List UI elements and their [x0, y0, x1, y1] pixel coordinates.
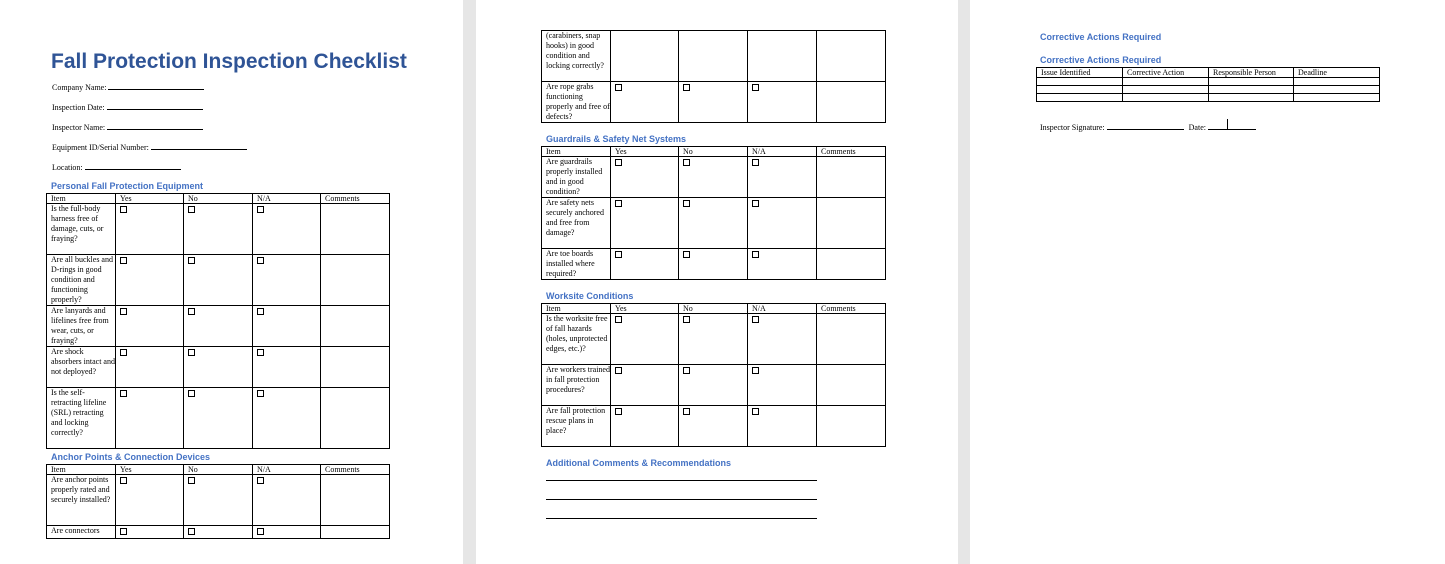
- column-header-no: No: [679, 304, 748, 314]
- no-checkbox[interactable]: [188, 528, 195, 535]
- section-heading-worksite: Worksite Conditions: [546, 291, 634, 301]
- comments-cell[interactable]: [321, 526, 390, 539]
- column-header-comments: Comments: [817, 304, 886, 314]
- column-header-comments: Comments: [321, 465, 390, 475]
- table-row: [542, 406, 886, 447]
- table-row: [47, 255, 390, 306]
- person-cell[interactable]: [1209, 78, 1294, 86]
- table-header-row: [47, 194, 390, 204]
- column-header-yes: Yes: [611, 304, 679, 314]
- table-row: [47, 475, 390, 526]
- na-checkbox[interactable]: [257, 528, 264, 535]
- section-heading-anchor: Anchor Points & Connection Devices: [51, 452, 211, 462]
- document-page-1: [0, 0, 463, 564]
- yes-checkbox[interactable]: [615, 251, 622, 258]
- column-header-yes: Yes: [611, 147, 679, 157]
- inspector-name-field: [52, 122, 203, 132]
- yes-cell[interactable]: [611, 31, 679, 82]
- inspector-signature-label: Inspector Signature:: [1040, 123, 1105, 132]
- field-label: Location:: [52, 163, 83, 172]
- comments-cell[interactable]: [321, 306, 390, 347]
- corrective-actions-table: [1036, 67, 1380, 102]
- column-header-corrective-action: Corrective Action: [1123, 68, 1209, 78]
- yes-checkbox[interactable]: [615, 84, 622, 91]
- item-text: Is the full-body harness free of damage, cuts, or fraying?: [47, 204, 116, 255]
- inspection-date-field: [52, 102, 203, 112]
- comments-cell[interactable]: [321, 388, 390, 449]
- table-row: [47, 388, 390, 449]
- table-row: [542, 314, 886, 365]
- table-row: [542, 365, 886, 406]
- column-header-yes: Yes: [116, 465, 184, 475]
- table-row: [1037, 86, 1380, 94]
- comments-cell[interactable]: [321, 475, 390, 526]
- item-text: Are rope grabs functioning properly and free of defects?: [542, 82, 611, 123]
- document-page-3: [970, 0, 1445, 564]
- yes-checkbox[interactable]: [120, 206, 127, 213]
- table-header-row: [542, 304, 886, 314]
- yes-checkbox[interactable]: [615, 159, 622, 166]
- no-checkbox[interactable]: [683, 408, 690, 415]
- column-header-item: Item: [47, 465, 116, 475]
- table-row: [542, 249, 886, 280]
- column-header-item: Item: [542, 304, 611, 314]
- yes-checkbox[interactable]: [615, 200, 622, 207]
- na-checkbox[interactable]: [257, 257, 264, 264]
- no-cell[interactable]: [679, 31, 748, 82]
- na-checkbox[interactable]: [752, 367, 759, 374]
- location-field: [52, 162, 181, 172]
- column-header-yes: Yes: [116, 194, 184, 204]
- anchor-points-table-continued: [541, 30, 886, 123]
- item-text: Are shock absorbers intact and not deployed?: [47, 347, 116, 388]
- column-header-item: Item: [47, 194, 116, 204]
- field-label: Inspection Date:: [52, 103, 105, 112]
- na-checkbox[interactable]: [257, 349, 264, 356]
- column-header-na: N/A: [748, 147, 817, 157]
- text-cursor: [1227, 119, 1228, 130]
- no-checkbox[interactable]: [683, 367, 690, 374]
- deadline-cell[interactable]: [1294, 78, 1380, 86]
- blank-line: [107, 122, 203, 130]
- column-header-responsible-person: Responsible Person: [1209, 68, 1294, 78]
- item-text: (carabiners, snap hooks) in good condition and locking correctly?: [542, 31, 611, 82]
- yes-checkbox[interactable]: [120, 257, 127, 264]
- table-row: [1037, 94, 1380, 102]
- na-checkbox[interactable]: [257, 390, 264, 397]
- column-header-deadline: Deadline: [1294, 68, 1380, 78]
- blank-line: [107, 102, 203, 110]
- column-header-no: No: [184, 194, 253, 204]
- deadline-cell[interactable]: [1294, 86, 1380, 94]
- item-text: Are connectors: [47, 526, 116, 539]
- table-row: [1037, 78, 1380, 86]
- comment-line-3[interactable]: [546, 518, 817, 519]
- section-heading-personal: Personal Fall Protection Equipment: [51, 181, 204, 191]
- blank-line: [85, 162, 181, 170]
- no-checkbox[interactable]: [188, 390, 195, 397]
- na-checkbox[interactable]: [752, 316, 759, 323]
- signature-line: [1040, 122, 1256, 132]
- column-header-na: N/A: [253, 194, 321, 204]
- action-cell[interactable]: [1123, 78, 1209, 86]
- issue-cell[interactable]: [1037, 78, 1123, 86]
- date-blank[interactable]: [1208, 122, 1256, 130]
- no-checkbox[interactable]: [188, 257, 195, 264]
- yes-checkbox[interactable]: [615, 367, 622, 374]
- column-header-no: No: [184, 465, 253, 475]
- no-checkbox[interactable]: [188, 308, 195, 315]
- item-text: Are lanyards and lifelines free from wear, cuts, or fraying?: [47, 306, 116, 347]
- person-cell[interactable]: [1209, 86, 1294, 94]
- comments-cell[interactable]: [321, 255, 390, 306]
- blank-line: [108, 82, 204, 90]
- column-header-item: Item: [542, 147, 611, 157]
- table-row: [47, 306, 390, 347]
- no-checkbox[interactable]: [188, 206, 195, 213]
- yes-checkbox[interactable]: [120, 528, 127, 535]
- field-label: Inspector Name:: [52, 123, 106, 132]
- field-label: Equipment ID/Serial Number:: [52, 143, 149, 152]
- item-text: Are fall protection rescue plans in place?: [542, 406, 611, 447]
- item-text: Are safety nets securely anchored and free from damage?: [542, 198, 611, 249]
- comment-line-2[interactable]: [546, 499, 817, 500]
- anchor-points-table: [46, 464, 390, 539]
- yes-checkbox[interactable]: [615, 408, 622, 415]
- na-checkbox[interactable]: [257, 308, 264, 315]
- yes-checkbox[interactable]: [120, 390, 127, 397]
- no-checkbox[interactable]: [188, 477, 195, 484]
- table-row: [542, 31, 886, 82]
- comments-cell[interactable]: [817, 198, 886, 249]
- action-cell[interactable]: [1123, 86, 1209, 94]
- comments-cell[interactable]: [817, 249, 886, 280]
- na-cell[interactable]: [748, 31, 817, 82]
- section-heading-guardrails: Guardrails & Safety Net Systems: [546, 134, 687, 144]
- column-header-no: No: [679, 147, 748, 157]
- no-checkbox[interactable]: [683, 200, 690, 207]
- corrective-actions-table-heading: Corrective Actions Required: [1040, 55, 1162, 65]
- item-text: Are anchor points properly rated and securely installed?: [47, 475, 116, 526]
- no-checkbox[interactable]: [683, 251, 690, 258]
- na-checkbox[interactable]: [752, 200, 759, 207]
- column-header-na: N/A: [748, 304, 817, 314]
- comments-cell[interactable]: [817, 31, 886, 82]
- item-text: Are workers trained in fall protection procedures?: [542, 365, 611, 406]
- equipment-id-field: [52, 142, 247, 152]
- table-header-row: [542, 147, 886, 157]
- item-text: Are toe boards installed where required?: [542, 249, 611, 280]
- na-checkbox[interactable]: [752, 251, 759, 258]
- na-checkbox[interactable]: [752, 84, 759, 91]
- item-text: Are guardrails properly installed and in good condition?: [542, 157, 611, 198]
- field-label: Company Name:: [52, 83, 107, 92]
- comments-cell[interactable]: [817, 82, 886, 123]
- action-cell[interactable]: [1123, 94, 1209, 102]
- comments-cell[interactable]: [321, 347, 390, 388]
- personal-equipment-table: [46, 193, 390, 449]
- date-label: Date:: [1188, 123, 1206, 132]
- yes-checkbox[interactable]: [120, 308, 127, 315]
- worksite-table: [541, 303, 886, 447]
- na-checkbox[interactable]: [257, 477, 264, 484]
- deadline-cell[interactable]: [1294, 94, 1380, 102]
- table-row: [47, 347, 390, 388]
- column-header-na: N/A: [253, 465, 321, 475]
- comments-cell[interactable]: [817, 365, 886, 406]
- table-row: [542, 157, 886, 198]
- na-checkbox[interactable]: [752, 408, 759, 415]
- section-heading-corrective-actions: Corrective Actions Required: [1040, 32, 1162, 42]
- table-header-row: [1037, 68, 1380, 78]
- blank-line: [151, 142, 247, 150]
- document-page-2: [476, 0, 958, 564]
- comments-cell[interactable]: [817, 406, 886, 447]
- person-cell[interactable]: [1209, 94, 1294, 102]
- table-row: [47, 526, 390, 539]
- comments-cell[interactable]: [817, 157, 886, 198]
- table-row: [47, 204, 390, 255]
- yes-checkbox[interactable]: [120, 349, 127, 356]
- yes-checkbox[interactable]: [120, 477, 127, 484]
- table-header-row: [47, 465, 390, 475]
- document-title: Fall Protection Inspection Checklist: [51, 50, 407, 73]
- column-header-comments: Comments: [321, 194, 390, 204]
- table-row: [542, 82, 886, 123]
- issue-cell[interactable]: [1037, 86, 1123, 94]
- na-checkbox[interactable]: [752, 159, 759, 166]
- signature-blank[interactable]: [1107, 122, 1184, 130]
- issue-cell[interactable]: [1037, 94, 1123, 102]
- table-row: [542, 198, 886, 249]
- comments-cell[interactable]: [321, 204, 390, 255]
- comments-cell[interactable]: [817, 314, 886, 365]
- guardrails-table: [541, 146, 886, 280]
- no-checkbox[interactable]: [683, 159, 690, 166]
- item-text: Are all buckles and D-rings in good condition and functioning properly?: [47, 255, 116, 306]
- no-checkbox[interactable]: [188, 349, 195, 356]
- company-name-field: [52, 82, 204, 92]
- no-checkbox[interactable]: [683, 316, 690, 323]
- column-header-issue: Issue Identified: [1037, 68, 1123, 78]
- item-text: Is the self-retracting lifeline (SRL) retracting and locking correctly?: [47, 388, 116, 449]
- item-text: Is the worksite free of fall hazards (holes, unprotected edges, etc.)?: [542, 314, 611, 365]
- comment-line-1[interactable]: [546, 480, 817, 481]
- yes-checkbox[interactable]: [615, 316, 622, 323]
- section-heading-additional-comments: Additional Comments & Recommendations: [546, 458, 732, 468]
- column-header-comments: Comments: [817, 147, 886, 157]
- no-checkbox[interactable]: [683, 84, 690, 91]
- na-checkbox[interactable]: [257, 206, 264, 213]
